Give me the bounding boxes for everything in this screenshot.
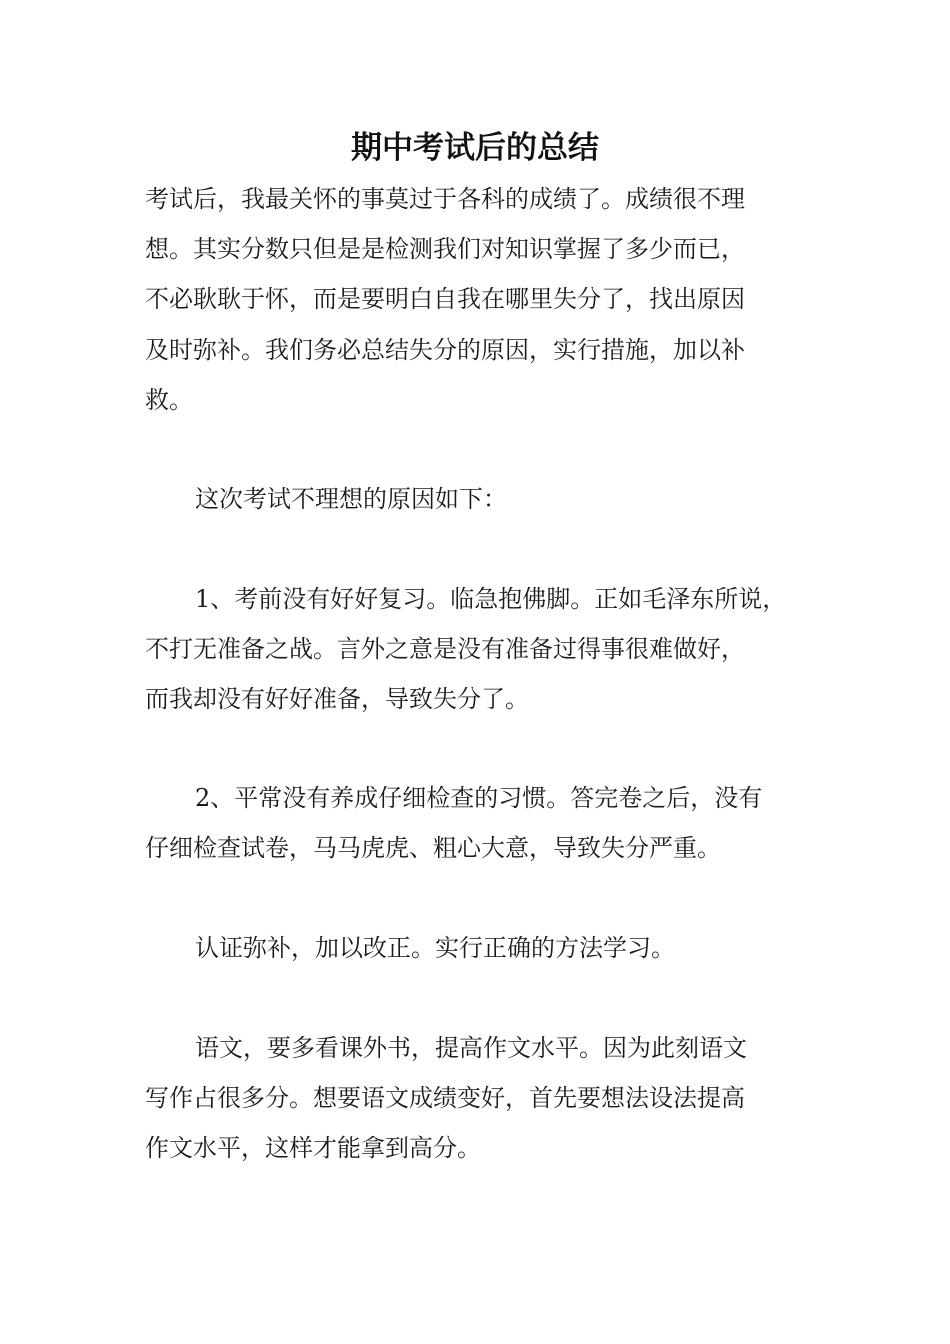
paragraph-line: 不打无准备之战。言外之意是没有准备过得事很难做好， [145,635,745,663]
paragraph-line: 考试后，我最关怀的事莫过于各科的成绩了。成绩很不理 [145,185,745,213]
paragraph-line: 而我却没有好好准备，导致失分了。 [145,685,529,713]
paragraph-line: 语文，要多看课外书，提高作文水平。因为此刻语文 [195,1034,747,1062]
paragraph-line: 认证弥补，加以改正。实行正确的方法学习。 [195,934,675,962]
paragraph-line: 不必耿耿于怀，而是要明白自我在哪里失分了，找出原因 [145,285,745,313]
paragraph-line: 这次考试不理想的原因如下： [195,485,507,513]
paragraph-line: 写作占很多分。想要语文成绩变好，首先要想法设法提高 [145,1084,745,1112]
paragraph-line: 及时弥补。我们务必总结失分的原因，实行措施，加以补 [145,336,745,364]
paragraph-line: 想。其实分数只但是是检测我们对知识掌握了多少而已， [145,235,745,263]
paragraph-line: 作文水平，这样才能拿到高分。 [145,1134,481,1162]
paragraph-line: 救。 [145,386,193,414]
paragraph-line: 仔细检查试卷，马马虎虎、粗心大意，导致失分严重。 [145,834,721,862]
paragraph-line: 1、考前没有好好复习。临急抱佛脚。正如毛泽东所说， [195,585,787,613]
document-title: 期中考试后的总结 [351,130,599,166]
paragraph-line: 2、平常没有养成仔细检查的习惯。答完卷之后，没有 [195,784,763,812]
